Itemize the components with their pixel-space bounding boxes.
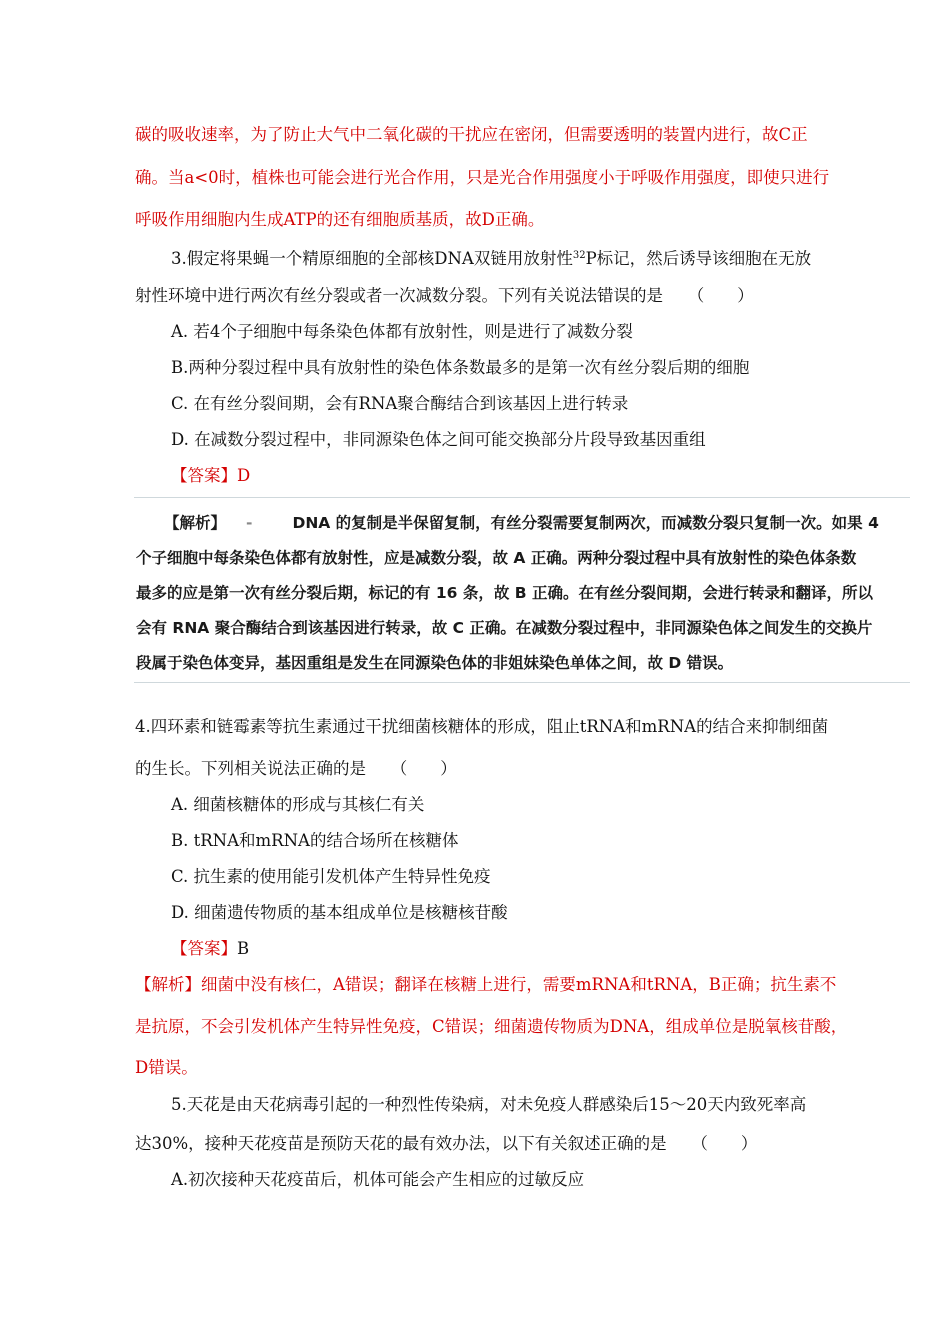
q4-stem-line-1: 4.四环素和链霉素等抗生素通过干扰细菌核糖体的形成，阻止tRNA和mRNA的结合来抑制细菌 (135, 717, 829, 736)
q3-analysis-box (134, 497, 910, 683)
q4-analysis-line-2: 是抗原，不会引发机体产生特异性免疫，C错误；细菌遗传物质为DNA，组成单位是脱氧核苷酸， (135, 1017, 848, 1036)
q3-analysis-line-5: 段属于染色体变异，基因重组是发生在同源染色体的非姐妹染色单体之间，故 D 错误。 (136, 654, 734, 672)
q4-stem-line-2: 的生长。下列相关说法正确的是 （ ） (135, 759, 457, 778)
prev-analysis-line-1: 碳的吸收速率，为了防止大气中二氧化碳的干扰应在密闭，但需要透明的装置内进行，故C正 (135, 125, 808, 144)
q5-stem-line-1: 5.天花是由天花病毒引起的一种烈性传染病，对未免疫人群感染后15～20天内致死率高 (171, 1095, 807, 1114)
q4-option-c: C. 抗生素的使用能引发机体产生特异性免疫 (171, 867, 491, 886)
q3-analysis-line-3: 最多的应是第一次有丝分裂后期，标记的有 16 条，故 B 正确。在有丝分裂间期，会进行转录和翻译，所以 (136, 584, 873, 602)
q3-stem-post: P标记，然后诱导该细胞在无放 (585, 249, 812, 268)
q3-stem-line-1 (171, 245, 811, 270)
q4-option-d: D. 细菌遗传物质的基本组成单位是核糖核苷酸 (171, 903, 508, 922)
q4-answer-value: B (237, 939, 250, 958)
q4-answer (171, 938, 249, 960)
q3-answer (171, 465, 250, 487)
q3-analysis-text-1: DNA 的复制是半保留复制，有丝分裂需要复制两次，而减数分裂只复制一次。如果 4 (292, 514, 879, 532)
prev-analysis-line-2: 确。当a<0时，植株也可能会进行光合作用，只是光合作用强度小于呼吸作用强度，即使只进行 (135, 168, 830, 187)
q3-analysis-line-4: 会有 RNA 聚合酶结合到该基因进行转录，故 C 正确。在减数分裂过程中，非同源染色体之间发生的交换片 (136, 619, 873, 637)
q3-answer-value: D (237, 466, 251, 485)
q4-option-a: A. 细菌核糖体的形成与其核仁有关 (171, 795, 425, 814)
q3-option-d: D. 在减数分裂过程中，非同源染色体之间可能交换部分片段导致基因重组 (171, 430, 706, 449)
q3-analysis-dash: - (246, 514, 253, 532)
q3-answer-label: 【答案】 (171, 466, 237, 485)
q3-option-b: B.两种分裂过程中具有放射性的染色体条数最多的是第一次有丝分裂后期的细胞 (171, 358, 750, 377)
q3-option-a: A. 若4个子细胞中每条染色体都有放射性，则是进行了减数分裂 (171, 322, 633, 341)
q3-stem-sup: 32 (572, 250, 586, 261)
prev-analysis-line-3: 呼吸作用细胞内生成ATP的还有细胞质基质，故D正确。 (135, 210, 545, 229)
q3-stem-pre: 3.假定将果蝇一个精原细胞的全部核DNA双链用放射性 (171, 249, 573, 268)
q3-option-c: C. 在有丝分裂间期，会有RNA聚合酶结合到该基因上进行转录 (171, 394, 629, 413)
q3-analysis-line-2: 个子细胞中每条染色体都有放射性，应是减数分裂，故 A 正确。两种分裂过程中具有放射性的染色体条数 (136, 549, 857, 567)
q5-stem-line-2: 达30%，接种天花疫苗是预防天花的最有效办法，以下有关叙述正确的是 （ ） (135, 1134, 758, 1153)
q5-option-a: A.初次接种天花疫苗后，机体可能会产生相应的过敏反应 (171, 1170, 585, 1189)
q3-analysis-tag: 【解析】 (164, 514, 227, 532)
q4-option-b: B. tRNA和mRNA的结合场所在核糖体 (171, 831, 459, 850)
q3-stem-line-2: 射性环境中进行两次有丝分裂或者一次减数分裂。下列有关说法错误的是 （ ） (135, 286, 754, 305)
q3-analysis-line-1 (164, 512, 879, 534)
q4-analysis-line-1: 【解析】细菌中没有核仁，A错误；翻译在核糖上进行，需要mRNA和tRNA，B正确；抗生素不 (135, 975, 837, 994)
q4-analysis-line-3: D错误。 (135, 1058, 198, 1077)
q4-answer-label: 【答案】 (171, 939, 237, 958)
